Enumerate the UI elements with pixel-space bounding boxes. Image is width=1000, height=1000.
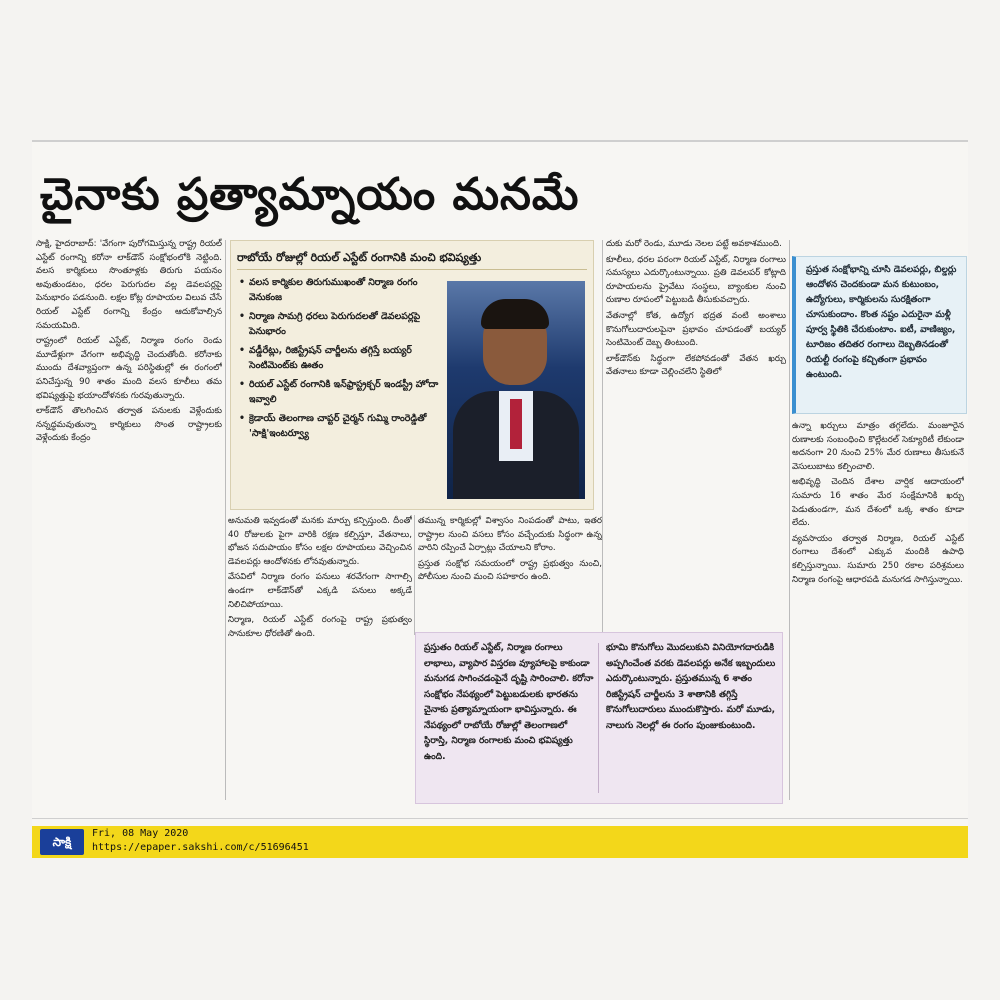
paragraph: తమున్న కార్మికుల్లో విశ్వాసం నింపడంతో పాటు, ఇతర రాష్ట్రాల నుంచి వసలు కోసం వచ్చేందుకు సిద్ధంగా ఉన్న వారిని రప్పించే ఏర్పాట్లు చేయాలని కోరాం. [418,516,602,554]
paragraph: నిర్మాణ, రియల్‌ ఎస్టేట్‌ రంగంపై రాష్ట్ర ప్రభుత్వం సానుకూల ధోరణితో ఉంది. [228,615,412,639]
bottom-rule [32,818,968,819]
paragraph: దుకు మరో రెండు, మూడు నెలల పట్టే అవకాశముంది. [606,239,782,249]
paragraph: అభివృద్ధి చెందిన దేశాల వార్షిక ఆదాయంలో సుమారు 16 శాతం మేర సంక్షేమానికి ఖర్చు పెడుతుండగా, మన దేశంలో ఒక్క శాతం కూడా లేదు. [792,477,964,529]
quote-divider [598,643,599,793]
quote-box [415,632,783,804]
highlight-title: రాబోయే రోజుల్లో రియల్‌ ఎస్టేట్‌ రంగానికి మంచి భవిష్యత్తు [237,247,587,270]
column-1 [36,238,222,798]
photo-hair [481,299,549,329]
sakshi-logo: సాక్షి [40,829,84,855]
highlight-list [239,275,439,445]
quote-right: భూమి కొనుగోలు మొదలుకుని వినియోగదారుడికి అప్పగించేంత వరకు డెవలపర్లు అనేక ఇబ్బందులు ఎదుర్కొంటున్నారు. ప్రస్తుతమున్న 6 శాతం రిజిస్ట్రేషన్‌ చార్జీలను 3 శాతానికి తగ్గిస్తే కొనుగోలుదారులు ముందుకొస్తారు. మరో మూడు, నాలుగు నెలల్లో ఈ రంగం పుంజుకుంటుంది. [606,643,776,731]
column-divider [225,240,226,800]
paragraph: కూలీలు, ధరల పరంగా రియల్‌ ఎస్టేట్, నిర్మాణ రంగాలు సమస్యలు ఎదుర్కొంటున్నాయి. ప్రతి డెవలపర్‌ కోట్లాది రూపాయలను ప్రైవేటు సంస్థలు, బ్యాంకుల నుంచి రుణాల రూపంలో పెట్టుబడి తీసుకువచ్చారు. [606,254,786,306]
column-5 [792,420,964,800]
highlight-bullet: • నిర్మాణ సామగ్రి ధరలు పెరుగుదలతో డెవలపర్లపై పెనుభారం [239,309,439,339]
column-divider [789,240,790,800]
epaper-link[interactable]: https://epaper.sakshi.com/c/51696451 [92,842,309,853]
highlight-bullet: • రియల్‌ ఎస్టేట్‌ రంగానికి ఇన్‌ఫ్రాస్ట్రక్చర్‌ ఇండస్ట్రీ హోదా ఇవ్వాలి [239,377,439,407]
paragraph: వేసవిలో నిర్మాణ రంగం పనులు శరవేగంగా సాగాల్సి ఉండగా లాక్‌డౌన్‌తో ఎక్కడి పనులు అక్కడే నిలిచిపోయాయి. [228,572,412,610]
photo-tie [510,399,522,449]
edition-date: Fri, 08 May 2020 [92,828,189,839]
quote-left: ప్రస్తుతం రియల్‌ ఎస్టేట్, నిర్మాణ రంగాలు లాభాలు, వ్యాపార విస్తరణ వ్యూహాలపై కాకుండా మనుగడ సాగించడంపైనే దృష్టి సారించాలి. కరోనా సంక్షోభం నేపథ్యంలో పెట్టుబడులకు భారతను చైనాకు ప్రత్యామ్నాయంగా భావిస్తున్నారు. ఈ నేపథ్యంలో రాబోయే రోజుల్లో తెలంగాణలో స్థిరాస్తి, నిర్మాణ రంగాలకు మంచి భవిష్యత్తు ఉంది. [424,643,594,762]
corner-quote-text: ప్రస్తుత సంక్షోభాన్ని చూసి డెవలపర్లు, బిల్డర్లు ఆందోళన చెందకుండా మన కుటుంబం, ఉద్యోగులు, కార్మికులను సురక్షితంగా చూసుకుందాం. కొంత నష్టం ఎదురైనా మళ్లీ పూర్వ స్థితికి చేరుకుంటాం. ఐటీ, వాణిజ్యం, టూరిజం తదితర రంగాలు దెబ్బతినడంతో రియల్టీ రంగంపై కచ్చితంగా ప్రభావం ఉంటుంది. [806,265,957,380]
highlight-bullet: • వలస కార్మికుల తిరుగుముఖంతో నిర్మాణ రంగం వెనుకంజ [239,275,439,305]
highlight-box [230,240,594,510]
column-3 [418,515,602,635]
column-divider [414,515,415,635]
portrait-photo [447,281,585,499]
paragraph: ప్రస్తుత సంక్షోభ సమయంలో రాష్ట్ర ప్రభుత్వం నుంచి, పోలీసుల నుంచి మంచి సహకారం ఉంది. [418,558,602,583]
paragraph: వ్యవసాయం తర్వాత నిర్మాణ, రియల్‌ ఎస్టేట్‌ రంగాలు దేశంలో ఎక్కువ మందికి ఉపాధి కల్పిస్తున్నాయి. సుమారు 250 రకాల పరిశ్రమలు నిర్మాణ రంగంపై ఆధారపడి మనుగడ సాగిస్తున్నాయి. [792,533,964,585]
highlight-bullet: • క్రెడాయ్‌ తెలంగాణ చాప్టర్‌ చైర్మన్‌ గుమ్మి రాంరెడ్డితో 'సాక్షి'ఇంటర్వ్యూ [239,411,439,441]
paragraph: అనుమతి ఇవ్వడంతో మనకు మార్పు కన్పిస్తుంది. దీంతో 40 రోజులకు పైగా వారికి రక్షణ కల్పిస్తూ, వేతనాలు, భోజన సదుపాయం కోసం లక్షల రూపాయలు వెచ్చించిన డెవలపర్లు ఆందోళనకు లోనవుతున్నారు. [228,516,412,567]
paragraph: రాష్ట్రంలో రియల్‌ ఎస్టేట్, నిర్మాణ రంగం రెండు మూడేళ్లుగా వేగంగా అభివృద్ధి చెందుతోంది. కరోనాకు ముందు దేశవ్యాప్తంగా ఉన్న పరిస్థితుల్లో ఈ రంగంలో పనిచేస్తున్న 90 శాతం మంది వలస కూలీలు తమ భవిష్యత్తుపై భయాందోళనకు గురవుతున్నారు. [36,336,222,401]
headline: చైనాకు ప్రత్యామ్నాయం మనమే [40,169,580,220]
paragraph: వేతనాల్లో కోత, ఉద్యోగ భద్రత వంటి అంశాలు కొనుగోలుదారులపైనా ప్రభావం చూపడంతో బయ్యర్‌ సెంటిమెంట్‌ దెబ్బ తింటుంది. [606,310,786,349]
corner-quote-box [792,256,967,414]
paragraph: సాక్షి, హైదరాబాద్‌: 'వేగంగా పురోగమిస్తున్న రాష్ట్ర రియల్‌ ఎస్టేట్‌ రంగాన్ని కరోనా లాక్‌డౌన్‌ సంక్షోభంలోకి నెట్టింది. వలస కార్మికులు సొంతూళ్లకు తిరుగు పయనం అవుతుండటం, ధరల పెరుగుదల వల్ల డెవలపర్లపై పెనుభారం పడనుంది. లక్షల కోట్ల రూపాయల విలువ చేసే రియల్‌ ఎస్టేట్‌ రంగాన్ని కేంద్రం ఆదుకోవాల్సిన సమయమిది. [36,239,222,331]
paragraph: లాక్‌డౌన్‌కు సిద్ధంగా లేకపోవడంతో వేతన ఖర్చు వేతనాలు కూడా చెల్లించలేని స్థితిలో [606,353,786,378]
highlight-bullet: • వడ్డీరేట్లు, రిజిస్ట్రేషన్‌ చార్జీలను తగ్గిస్తే బయ్యర్‌ సెంటిమెంట్‌కు ఊతం [239,343,439,373]
paragraph: ఉన్నా ఖర్చులు మాత్రం తగ్గలేదు. మంజూరైన రుణాలకు సంబంధించి కొల్లేటరల్‌ సెక్యూరిటీ లేకుండా అదనంగా 20 నుంచి 25% మేర రుణాలు తీసుకునే వెసులుబాటు కల్పించాలి. [792,421,964,472]
top-rule [32,140,968,142]
paragraph: లాక్‌డౌన్‌ తొలగించిన తర్వాత పనులకు వెళ్లేందుకు నన్నద్ధమవుతున్నా కార్మికులు సొంత రాష్ట్రాలకు వెళ్లేందుకు కేంద్రం [36,406,222,444]
footer-bar [32,826,968,858]
column-2 [228,515,412,805]
